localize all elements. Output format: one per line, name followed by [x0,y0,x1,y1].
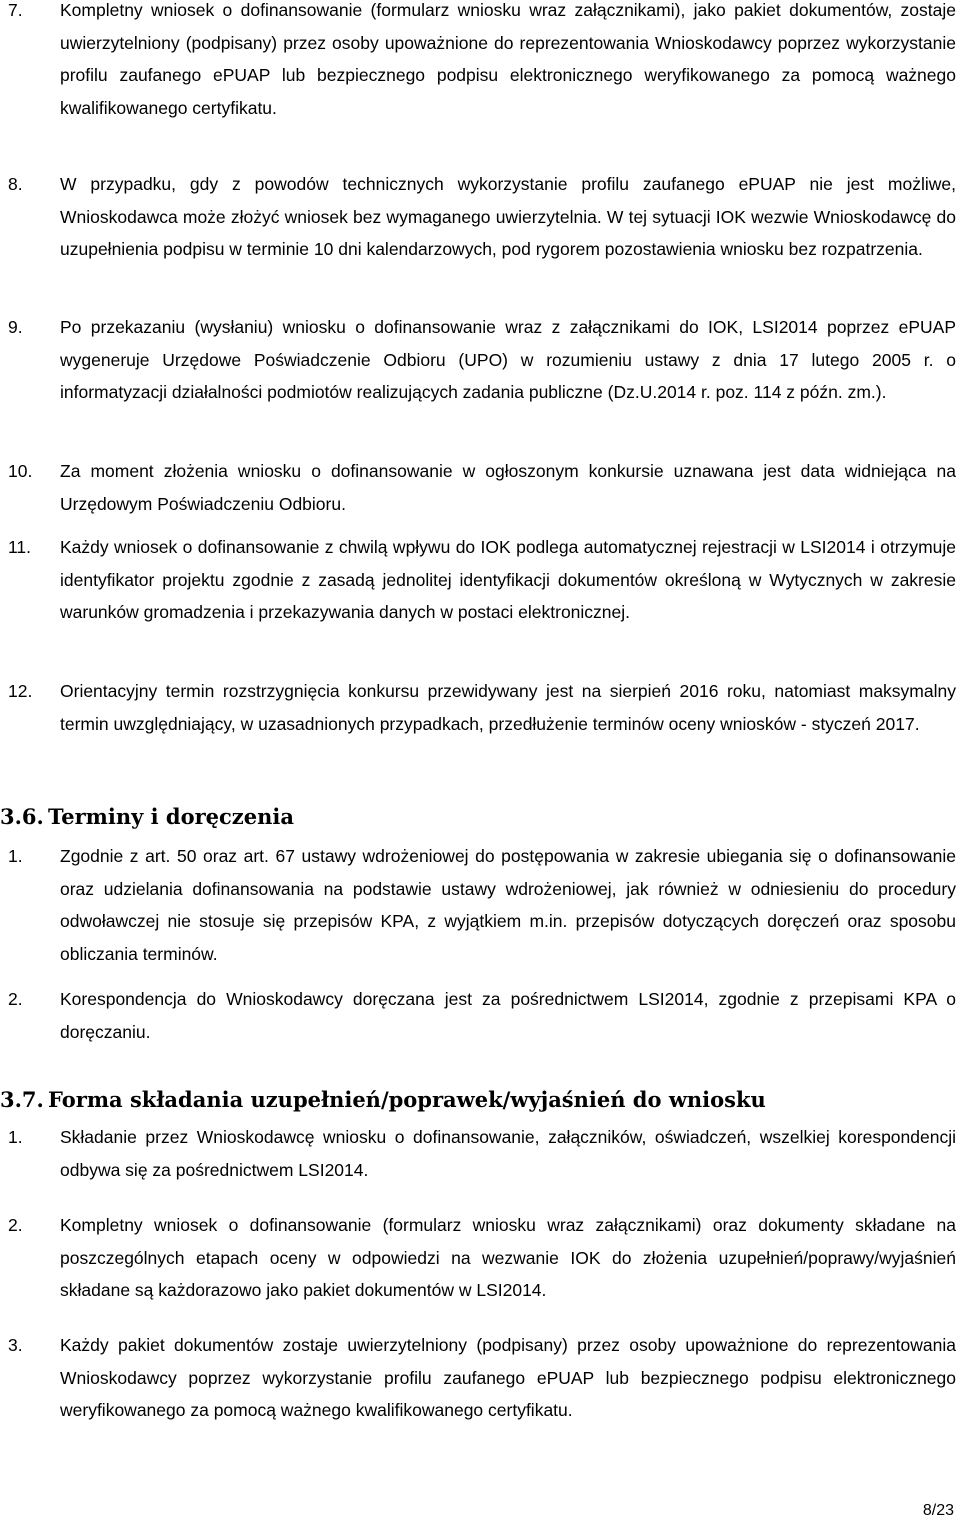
list-item-7 [0,0,956,124]
list-item-text: Każdy wniosek o dofinansowanie z chwilą wpływu do IOK podlega automatycznej rejestracji w LSI2014 i otrzymuje identyfikator projektu zgodnie z zasadą jednolitej identyfikacji dokumentów określoną w Wytycznych w zakresie warunków gromadzenia i przekazywania danych w postaci elektronicznej. [60,537,956,622]
list-item-number: 10. [8,461,33,481]
section-number: 3.7. [0,1087,44,1112]
list-item-3-6-1 [0,840,956,970]
list-item-text: Kompletny wniosek o dofinansowanie (formularz wniosku wraz załącznikami) oraz dokumenty składane na poszczególnych etapach oceny w odpowiedzi na wezwanie IOK do złożenia uzupełnień/poprawy/wyjaśnień składane są każdorazowo jako pakiet dokumentów w LSI2014. [60,1215,956,1300]
list-item-text: Po przekazaniu (wysłaniu) wniosku o dofinansowanie wraz z załącznikami do IOK, LSI2014 poprzez ePUAP wygeneruje Urzędowe Poświadczenie Odbioru (UPO) w rozumieniu ustawy z dnia 17 lutego 2005 r. o informatyzacji działalności podmiotów realizujących zadania publiczne (Dz.U.2014 r. poz. 114 z późn. zm.). [60,317,956,402]
list-item-number: 11. [8,537,32,557]
section-title: Terminy i doręczenia [48,804,294,829]
list-item-text: Kompletny wniosek o dofinansowanie (formularz wniosku wraz załącznikami), jako pakiet dokumentów, zostaje uwierzytelniony (podpisany) przez osoby upoważnione do reprezentowania Wnioskodawcy poprzez wykorzystanie profilu zaufanego ePUAP lub bezpiecznego podpisu elektronicznego weryfikowanego za pomocą ważnego kwalifikowanego certyfikatu. [60,0,956,118]
list-item-10 [0,455,956,520]
section-heading-3-6 [0,802,294,832]
list-item-number: 1. [8,1127,23,1147]
list-item-number: 1. [8,846,23,866]
section-number: 3.6. [0,804,44,829]
list-item-text: W przypadku, gdy z powodów technicznych wykorzystanie profilu zaufanego ePUAP nie jest możliwe, Wnioskodawca może złożyć wniosek bez wymaganego uwierzytelnia. W tej sytuacji IOK wezwie Wnioskodawcę do uzupełnienia podpisu w terminie 10 dni kalendarzowych, pod rygorem pozostawienia wniosku bez rozpatrzenia. [60,174,956,259]
list-item-number: 3. [8,1335,23,1355]
list-item-3-7-1 [0,1121,956,1186]
list-item-text: Zgodnie z art. 50 oraz art. 67 ustawy wdrożeniowej do postępowania w zakresie ubiegania się o dofinansowanie oraz udzielania dofinansowania na podstawie ustawy wdrożeniowej, jak również w odniesieniu do procedury odwoławczej nie stosuje się przepisów KPA, z wyjątkiem m.in. przepisów dotyczących doręczeń oraz sposobu obliczania terminów. [60,846,956,964]
list-item-12 [0,675,956,740]
list-item-text: Każdy pakiet dokumentów zostaje uwierzytelniony (podpisany) przez osoby upoważnione do reprezentowania Wnioskodawcy poprzez wykorzystanie profilu zaufanego ePUAP lub bezpiecznego podpisu elektronicznego weryfikowanego za pomocą ważnego kwalifikowanego certyfikatu. [60,1335,956,1420]
list-item-number: 9. [8,317,23,337]
list-item-8 [0,168,956,266]
list-item-text: Orientacyjny termin rozstrzygnięcia konkursu przewidywany jest na sierpień 2016 roku, natomiast maksymalny termin uwzględniający, w uzasadnionych przypadkach, przedłużenie terminów oceny wniosków - styczeń 2017. [60,681,956,734]
list-item-text: Składanie przez Wnioskodawcę wniosku o dofinansowanie, załączników, oświadczeń, wszelkiej korespondencji odbywa się za pośrednictwem LSI2014. [60,1127,956,1180]
list-item-number: 2. [8,989,23,1009]
list-item-9 [0,311,956,409]
section-title: Forma składania uzupełnień/poprawek/wyjaśnień do wniosku [48,1087,766,1112]
list-item-number: 12. [8,681,33,701]
list-item-3-6-2 [0,983,956,1048]
list-item-3-7-2 [0,1209,956,1307]
list-item-text: Korespondencja do Wnioskodawcy doręczana jest za pośrednictwem LSI2014, zgodnie z przepisami KPA o doręczaniu. [60,989,956,1042]
list-item-11 [0,531,956,629]
list-item-number: 8. [8,174,23,194]
section-heading-3-7 [0,1085,766,1115]
page-number: 8/23 [922,1502,954,1519]
list-item-number: 2. [8,1215,23,1235]
list-item-number: 7. [8,0,23,20]
list-item-3-7-3 [0,1329,956,1427]
list-item-text: Za moment złożenia wniosku o dofinansowanie w ogłoszonym konkursie uznawana jest data widniejąca na Urzędowym Poświadczeniu Odbioru. [60,461,956,514]
